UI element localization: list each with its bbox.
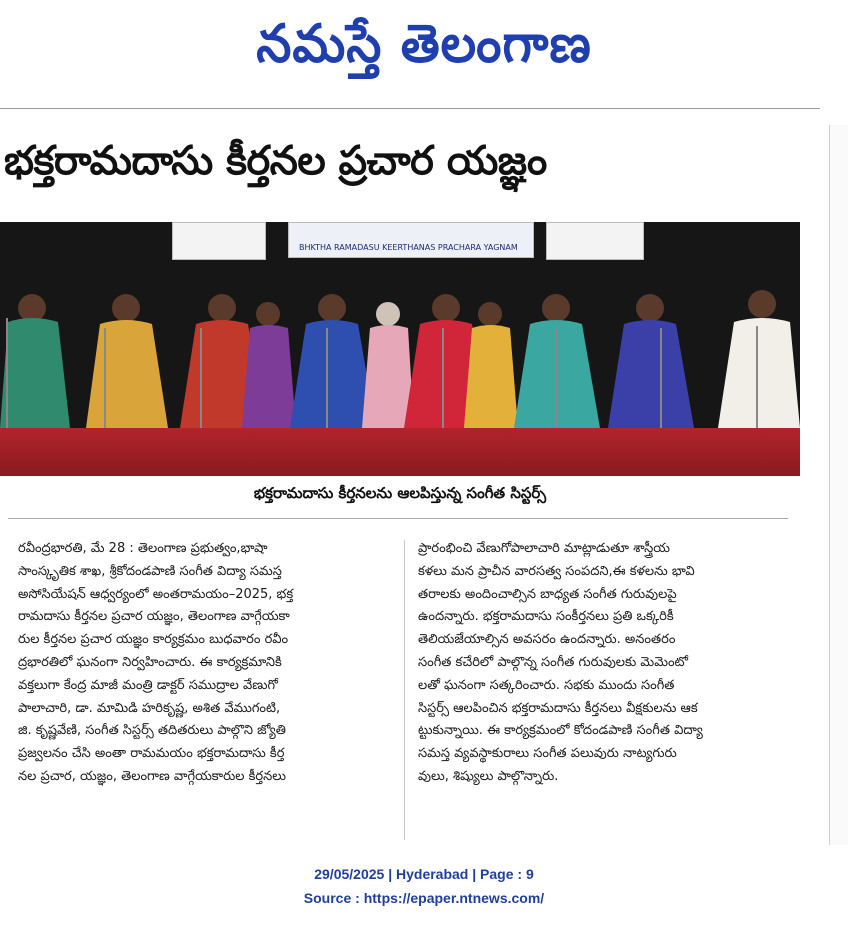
masthead	[0, 0, 848, 100]
footer-source-line[interactable]: Source : https://epaper.ntnews.com/	[303, 890, 545, 906]
page-edge	[829, 125, 848, 845]
text-line: పాలాచారి, డా. మామిడి హరికృష్ణ, అశిత వేముగంటి,	[18, 700, 281, 716]
singer-1	[0, 294, 70, 428]
text-line: కళలు మన ప్రాచీన వారసత్వ సంపదని,ఈ కళలను భావి	[418, 563, 695, 579]
article-column-left	[18, 538, 398, 789]
text-line: ఉందన్నారు. భక్తరామదాసు సంకీర్తనలు ప్రతి ఒక్కరికీ	[418, 609, 674, 625]
singer-2	[86, 294, 168, 428]
masthead-title: నమస్తే తెలంగాణ	[256, 12, 592, 75]
text-line: సాంస్కృతిక శాఖ, శ్రీకోదండపాణి సంగీత విద్యా సమస్త	[18, 563, 282, 579]
text-line: సంగీత కచేరిలో పాల్గొన్న సంగీత గురువులకు మెమెంటో	[418, 654, 689, 670]
stage	[0, 428, 800, 476]
text-line: తరాలకు అందించాల్సిన బాధ్యత సంగీత గురువులపై	[418, 586, 677, 602]
text-line: తెలియజేయాల్సిన అవసరం ఉందన్నారు. అనంతరం	[418, 632, 676, 648]
text-line: ట్టుకున్నాయి. ఈ కార్యక్రమంలో కోదండపాణి సంగీత విద్యా	[418, 723, 703, 739]
text-line: వక్తలుగా కేంద్ర మాజీ మంత్రి డాక్టర్ సముద్రాల వేణుగో	[18, 677, 278, 693]
text-line: అసోసియేషన్ ఆధ్వర్యంలో అంతరామయం–2025, భక్త	[18, 586, 294, 602]
photo-caption: భక్తరామదాసు కీర్తనలను ఆలపిస్తున్న సంగీత సిస్టర్స్	[253, 484, 547, 502]
singer-5	[290, 294, 376, 428]
singer-4	[242, 302, 296, 428]
text-line: రవీంద్రభారతి, మే 28 : తెలంగాణ ప్రభుత్వం,భాషా	[18, 541, 268, 556]
text-line: లతో ఘనంగా సత్కరించారు. సభకు ముందు సంగీత	[418, 677, 675, 693]
article-headline: భక్తరామదాసు కీర్తనల ప్రచార యజ్ఞం	[4, 138, 547, 184]
footer-date-line: 29/05/2025 | Hyderabad | Page : 9	[314, 866, 534, 882]
text-line: ప్రజ్వలనం చేసి అంతా రామమయం భక్తరామదాసు కీర్త	[18, 746, 285, 762]
article-photo	[0, 222, 800, 476]
masthead-rule	[0, 108, 820, 109]
singer-6	[362, 302, 414, 428]
text-line: జి. కృష్ణవేణి, సంగీత సిస్టర్స్ తదితరులు పాల్గొని జ్యోతి	[18, 723, 286, 739]
singer-9	[514, 294, 600, 428]
text-line: రామదాసు కీర్తనల ప్రచార యజ్ఞం, తెలంగాణ వాగ్గేయకా	[18, 609, 290, 625]
text-line: సిస్టర్స్ ఆలపించిన భక్తరామదాసు కీర్తనలు వీక్షకులను ఆక	[418, 700, 698, 716]
article-column-right	[418, 538, 810, 789]
text-line: సమస్త వ్యవస్థాకురాలు సంగీత పలువురు నాట్యగురు	[418, 746, 677, 762]
singer-11	[718, 290, 800, 428]
text-line: వులు, శిష్యులు పాల్గొన్నారు.	[418, 768, 559, 784]
text-line: ప్రారంభించి వేణుగోపాలాచారి మాట్లాడుతూ శాస్త్రీయ	[418, 541, 671, 556]
caption-rule	[8, 518, 788, 519]
singer-8	[464, 302, 518, 428]
text-line: ద్రభారతిలో ఘనంగా నిర్వహించారు. ఈ కార్యక్రమానికి	[18, 654, 282, 670]
text-line: నల ప్రచార, యజ్ఞం, తెలంగాణ వాగ్గేయకారుల కీర్తనలు	[18, 768, 286, 784]
text-line: రుల కీర్తనల ప్రచార యజ్ఞం కార్యక్రమం బుధవారం రవీం	[18, 632, 289, 648]
singer-10	[608, 294, 694, 428]
banner-text: BHKTHA RAMADASU KEERTHANAS PRACHARA YAGNAM	[299, 243, 518, 252]
column-divider	[404, 540, 405, 840]
performers	[0, 290, 800, 428]
